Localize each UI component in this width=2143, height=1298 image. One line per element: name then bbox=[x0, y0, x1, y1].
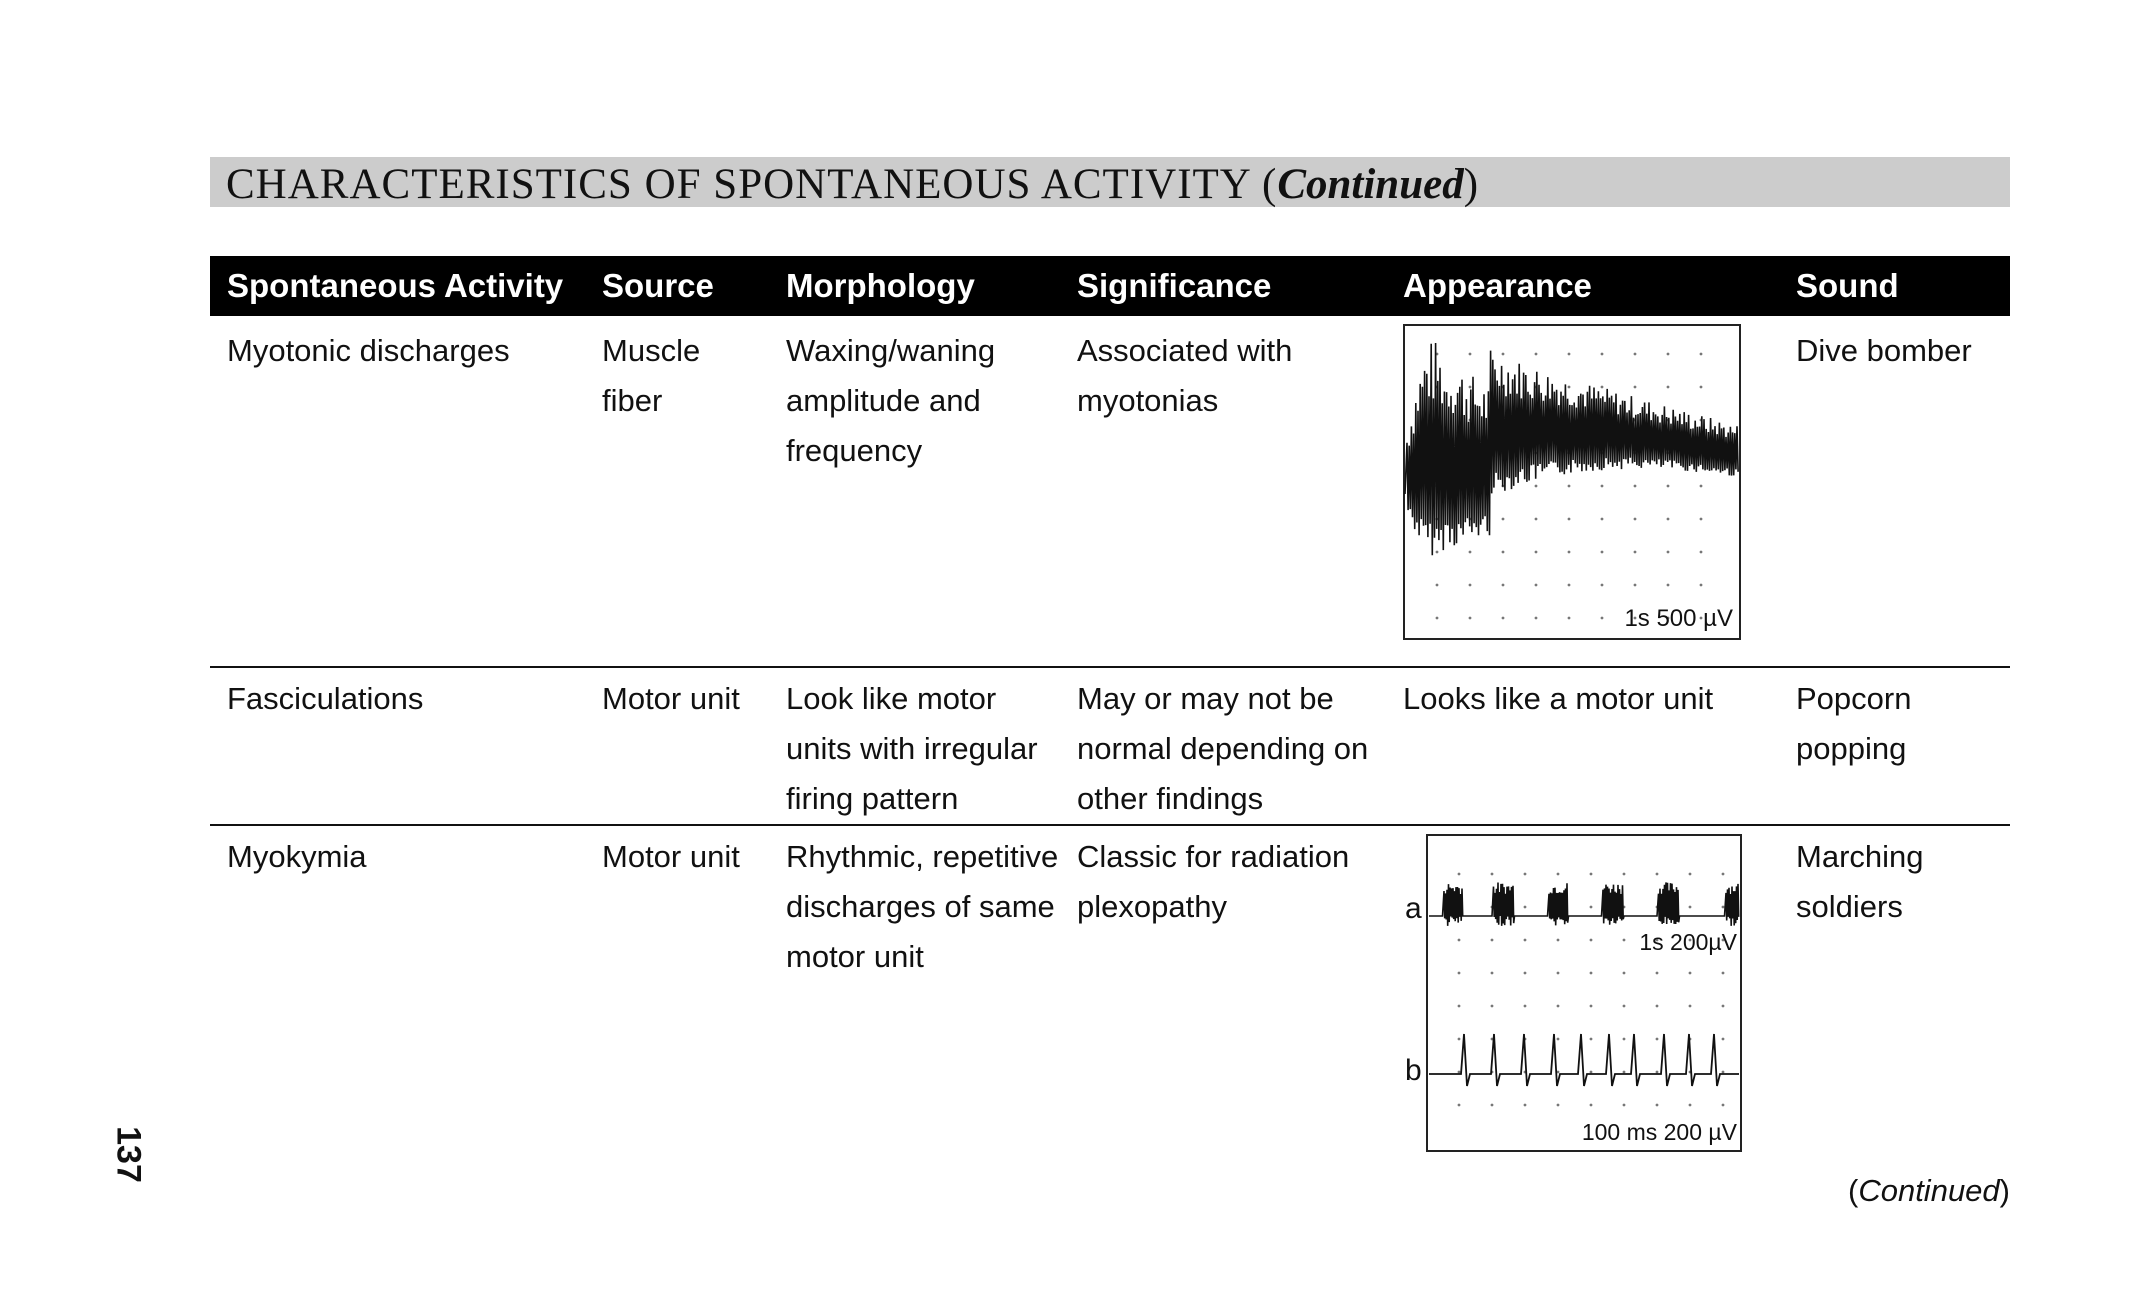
cell-activity: Myotonic discharges bbox=[210, 316, 585, 667]
title-close-paren: ) bbox=[1463, 161, 1480, 208]
footer-close-paren: ) bbox=[1999, 1173, 2010, 1208]
cell-appearance bbox=[1386, 825, 1779, 1164]
cell-morphology: Look like motor units with irregular firing pattern bbox=[769, 667, 1060, 825]
myokymia-scale-label-a: 1s 200µV bbox=[1639, 929, 1737, 955]
section-title-bar bbox=[210, 157, 2010, 207]
cell-morphology: Waxing/waning amplitude and frequency bbox=[769, 316, 1060, 667]
myokymia-scale-label-b: 100 ms 200 µV bbox=[1581, 1119, 1737, 1145]
table-row bbox=[210, 825, 2010, 1164]
table-row bbox=[210, 316, 2010, 667]
footer-open-paren: ( bbox=[1848, 1173, 1859, 1208]
column-header-source: Source bbox=[585, 256, 769, 316]
myotonic-scale-label: 1s 500 µV bbox=[1624, 605, 1733, 632]
cell-sound: Marching soldiers bbox=[1796, 839, 1924, 924]
cell-appearance bbox=[1386, 316, 1779, 667]
cell-activity: Myokymia bbox=[227, 839, 367, 874]
cell-significance: Classic for radiation plexopathy bbox=[1077, 839, 1350, 924]
cell-source: Motor unit bbox=[602, 839, 740, 874]
table-header-row bbox=[210, 256, 2010, 316]
section-title bbox=[226, 160, 1479, 209]
spontaneous-activity-table bbox=[210, 256, 2010, 1164]
column-header-morphology: Morphology bbox=[769, 256, 1060, 316]
cell-source: Motor unit bbox=[585, 667, 769, 825]
title-main-text: CHARACTERISTICS OF SPONTANEOUS ACTIVITY ( bbox=[226, 161, 1278, 208]
cell-appearance: Looks like a motor unit bbox=[1386, 667, 1779, 825]
trace-label-b: b bbox=[1405, 1054, 1422, 1087]
continued-footer bbox=[1848, 1173, 2010, 1209]
page-number: 137 bbox=[109, 1126, 148, 1183]
trace-label-a: a bbox=[1405, 892, 1422, 925]
cell-sound: Popcorn popping bbox=[1779, 667, 2010, 825]
cell-source: Muscle fiber bbox=[585, 316, 769, 667]
myokymia-trace bbox=[1403, 834, 1743, 1154]
column-header-appearance: Appearance bbox=[1386, 256, 1779, 316]
cell-significance: Associated with myotonias bbox=[1060, 316, 1386, 667]
cell-sound: Dive bomber bbox=[1779, 316, 2010, 667]
cell-significance: May or may not be normal depending on other findings bbox=[1060, 667, 1386, 825]
myotonic-discharge-trace bbox=[1403, 324, 1741, 640]
footer-continued-text: Continued bbox=[1858, 1173, 2000, 1208]
cell-morphology: Rhythmic, repetitive discharges of same motor unit bbox=[786, 839, 1059, 974]
column-header-sound: Sound bbox=[1779, 256, 2010, 316]
cell-activity: Fasciculations bbox=[210, 667, 585, 825]
column-header-activity: Spontaneous Activity bbox=[210, 256, 585, 316]
column-header-significance: Significance bbox=[1060, 256, 1386, 316]
title-continued-text: Continued bbox=[1277, 161, 1464, 208]
table-row bbox=[210, 667, 2010, 825]
